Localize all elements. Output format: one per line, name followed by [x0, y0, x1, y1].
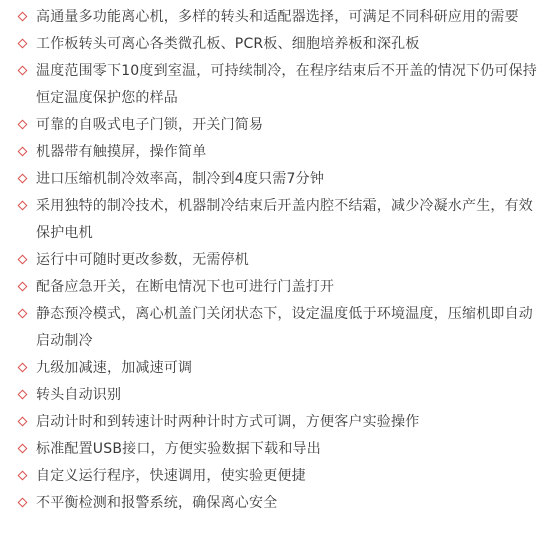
feature-item	[19, 166, 547, 193]
feature-text: 不平衡检测和报警系统，确保离心安全	[36, 495, 278, 511]
feature-text: 转头自动识别	[36, 387, 122, 403]
diamond-outline-icon	[18, 309, 28, 319]
feature-text: 进口压缩机制冷效率高，制冷到4度只需7分钟	[36, 171, 325, 187]
feature-item	[19, 274, 547, 301]
feature-text: 自定义运行程序，快速调用，使实验更便捷	[36, 468, 306, 484]
feature-text: 机器带有触摸屏，操作简单	[36, 144, 207, 160]
diamond-outline-icon	[18, 498, 28, 508]
feature-item	[19, 31, 547, 58]
feature-text: 工作板转头可离心各类微孔板、PCR板、细胞培养板和深孔板	[36, 36, 420, 52]
feature-item	[19, 4, 547, 31]
diamond-outline-icon	[18, 39, 28, 49]
feature-text: 高通量多功能离心机，多样的转头和适配器选择，可满足不同科研应用的需要	[36, 9, 519, 25]
feature-text: 标准配置USB接口，方便实验数据下载和导出	[36, 441, 321, 457]
diamond-outline-icon	[18, 147, 28, 157]
feature-text: 配备应急开关，在断电情况下也可进行门盖打开	[36, 279, 335, 295]
diamond-outline-icon	[18, 363, 28, 373]
feature-item	[19, 409, 547, 436]
feature-item	[19, 490, 547, 517]
feature-text: 温度范围零下10度到室温，可持续制冷，在程序结束后不开盖的情况下仍可保持恒定温度保护您的样品	[36, 63, 538, 106]
diamond-outline-icon	[18, 390, 28, 400]
diamond-outline-icon	[18, 471, 28, 481]
feature-item	[19, 58, 547, 112]
feature-text: 启动计时和到转速计时两种计时方式可调，方便客户实验操作	[36, 414, 420, 430]
feature-item	[19, 436, 547, 463]
feature-item	[19, 193, 547, 247]
feature-text: 采用独特的制冷技术，机器制冷结束后开盖内腔不结霜，减少冷凝水产生，有效保护电机	[36, 198, 533, 241]
feature-item	[19, 382, 547, 409]
feature-item	[19, 247, 547, 274]
feature-text: 九级加减速，加减速可调	[36, 360, 193, 376]
diamond-outline-icon	[18, 201, 28, 211]
feature-item	[19, 112, 547, 139]
feature-item	[19, 355, 547, 382]
feature-text: 运行中可随时更改参数，无需停机	[36, 252, 249, 268]
diamond-outline-icon	[18, 174, 28, 184]
diamond-outline-icon	[18, 417, 28, 427]
diamond-outline-icon	[18, 120, 28, 130]
feature-text: 静态预冷模式，离心机盖门关闭状态下，设定温度低于环境温度，压缩机即自动启动制冷	[36, 306, 533, 349]
diamond-outline-icon	[18, 66, 28, 76]
diamond-outline-icon	[18, 444, 28, 454]
feature-item	[19, 301, 547, 355]
feature-text: 可靠的自吸式电子门锁，开关门简易	[36, 117, 264, 133]
feature-item	[19, 463, 547, 490]
diamond-outline-icon	[18, 12, 28, 22]
diamond-outline-icon	[18, 255, 28, 265]
feature-item	[19, 139, 547, 166]
diamond-outline-icon	[18, 282, 28, 292]
